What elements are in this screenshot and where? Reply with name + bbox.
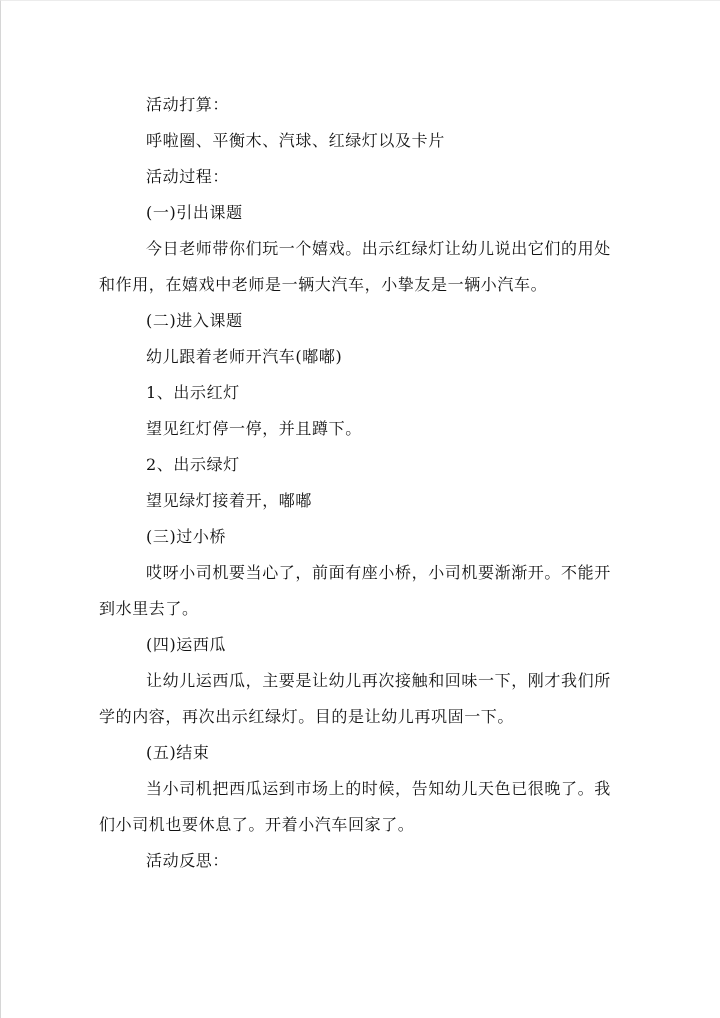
section-2-body: 幼儿跟着老师开汽车(嘟嘟) [146, 347, 343, 366]
heading-reflection: 活动反思： [146, 851, 230, 870]
section-3-title: (三)过小桥 [146, 527, 227, 546]
section-4-title: (四)运西瓜 [146, 635, 227, 654]
step-red-light-body: 望见红灯停一停，并且蹲下。 [146, 419, 362, 438]
section-5-body: 当小司机把西瓜运到市场上的时候，告知幼儿天色已很晚了。我们小司机也要休息了。开着小汽车回家了。 [99, 779, 611, 834]
materials-list: 呼啦圈、平衡木、汽球、红绿灯以及卡片 [146, 131, 445, 150]
heading-preparation: 活动打算： [146, 95, 230, 114]
step-green-light-title: 2、出示绿灯 [146, 455, 240, 474]
heading-process: 活动过程： [146, 167, 230, 186]
document-body [99, 87, 623, 879]
section-1-title: (一)引出课题 [146, 203, 243, 222]
section-2-title: (二)进入课题 [146, 311, 243, 330]
section-3-body: 哎呀小司机要当心了，前面有座小桥，小司机要渐渐开。不能开到水里去了。 [99, 563, 611, 618]
section-5-title: (五)结束 [146, 743, 210, 762]
step-green-light-body: 望见绿灯接着开，嘟嘟 [146, 491, 313, 510]
section-4-body: 让幼儿运西瓜，主要是让幼儿再次接触和回味一下，刚才我们所学的内容，再次出示红绿灯。目的是让幼儿再巩固一下。 [99, 671, 611, 726]
step-red-light-title: 1、出示红灯 [146, 383, 240, 402]
section-1-body: 今日老师带你们玩一个嬉戏。出示红绿灯让幼儿说出它们的用处和作用，在嬉戏中老师是一辆大汽车，小挚友是一辆小汽车。 [99, 239, 611, 294]
